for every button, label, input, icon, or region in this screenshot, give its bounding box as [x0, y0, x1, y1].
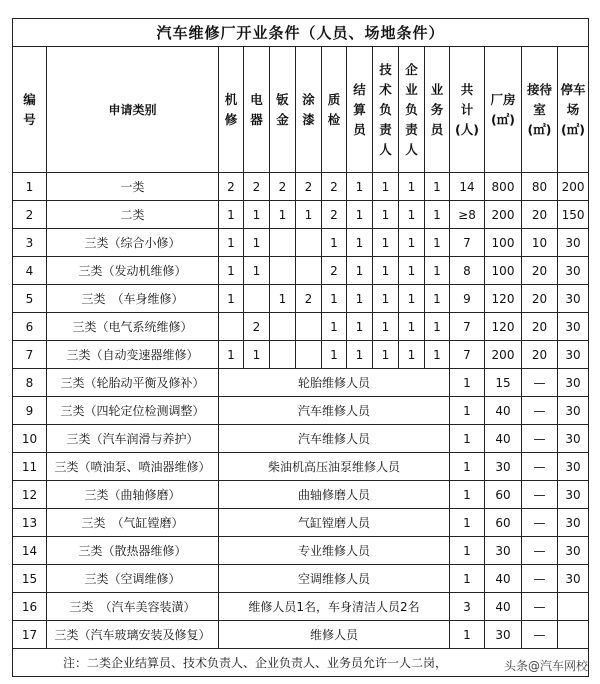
- table-row: [13, 481, 589, 509]
- factory-area-cell: 60: [485, 509, 522, 537]
- row-category: 三类（空调维修）: [47, 565, 219, 593]
- total-cell: 1: [450, 537, 485, 565]
- table-row: [13, 285, 589, 313]
- staff-count-cell: [270, 341, 296, 369]
- total-cell: 7: [450, 229, 485, 257]
- total-cell: 7: [450, 341, 485, 369]
- row-category: 一类: [47, 173, 219, 201]
- reception-area-cell: —: [522, 509, 558, 537]
- staff-count-cell: [270, 313, 296, 341]
- reception-area-cell: —: [522, 621, 558, 649]
- row-number: 9: [13, 397, 47, 425]
- row-number: 4: [13, 257, 47, 285]
- row-category: 三类（自动变速器维修）: [47, 341, 219, 369]
- staff-count-cell: 1: [244, 201, 270, 229]
- factory-area-cell: 200: [485, 341, 522, 369]
- table-row: [13, 425, 589, 453]
- row-number: 12: [13, 481, 47, 509]
- row-number: 10: [13, 425, 47, 453]
- row-category: 三类（综合小修）: [47, 229, 219, 257]
- reception-area-cell: —: [522, 565, 558, 593]
- total-cell: 8: [450, 257, 485, 285]
- merged-staff-cell: 汽车维修人员: [219, 397, 450, 425]
- table-row: [13, 229, 589, 257]
- row-number: 15: [13, 565, 47, 593]
- parking-area-cell: 200: [558, 173, 589, 201]
- header-reception: 接待室(㎡): [522, 47, 558, 173]
- parking-area-cell: 30: [558, 537, 589, 565]
- staff-count-cell: [296, 257, 322, 285]
- reception-area-cell: 10: [522, 229, 558, 257]
- row-category: 三类 （气缸镗磨）: [47, 509, 219, 537]
- staff-count-cell: 1: [322, 229, 347, 257]
- merged-staff-cell: 维修人员: [219, 621, 450, 649]
- staff-count-cell: 1: [347, 229, 373, 257]
- row-number: 14: [13, 537, 47, 565]
- factory-area-cell: 40: [485, 593, 522, 621]
- factory-area-cell: 100: [485, 257, 522, 285]
- total-cell: 1: [450, 509, 485, 537]
- merged-staff-cell: 汽车维修人员: [219, 425, 450, 453]
- reception-area-cell: —: [522, 453, 558, 481]
- staff-count-cell: 1: [425, 257, 450, 285]
- table-row: [13, 341, 589, 369]
- factory-area-cell: 30: [485, 621, 522, 649]
- parking-area-cell: 30: [558, 425, 589, 453]
- merged-staff-cell: 专业维修人员: [219, 537, 450, 565]
- staff-count-cell: 1: [219, 201, 244, 229]
- table-row: [13, 257, 589, 285]
- header-parking: 停车场(㎡): [558, 47, 589, 173]
- reception-area-cell: —: [522, 593, 558, 621]
- parking-area-cell: 30: [558, 397, 589, 425]
- factory-area-cell: 60: [485, 481, 522, 509]
- staff-count-cell: 1: [347, 173, 373, 201]
- factory-area-cell: 40: [485, 397, 522, 425]
- total-cell: 1: [450, 621, 485, 649]
- row-number: 6: [13, 313, 47, 341]
- parking-area-cell: 30: [558, 481, 589, 509]
- staff-count-cell: 1: [373, 313, 399, 341]
- row-number: 8: [13, 369, 47, 397]
- header-jiesuan: 结算员: [347, 47, 373, 173]
- staff-count-cell: 2: [322, 173, 347, 201]
- requirements-table: [12, 18, 589, 677]
- merged-staff-cell: 空调维修人员: [219, 565, 450, 593]
- table-row: [13, 537, 589, 565]
- footnote: 注：二类企业结算员、技术负责人、企业负责人、业务员允许一人二岗，: [13, 649, 589, 677]
- staff-count-cell: 1: [373, 285, 399, 313]
- parking-area-cell: 30: [558, 313, 589, 341]
- total-cell: ≥8: [450, 201, 485, 229]
- factory-area-cell: 200: [485, 201, 522, 229]
- header-qiye: 企业负责人: [399, 47, 425, 173]
- parking-area-cell: 30: [558, 509, 589, 537]
- staff-count-cell: 1: [399, 173, 425, 201]
- factory-area-cell: 40: [485, 565, 522, 593]
- staff-count-cell: 1: [399, 341, 425, 369]
- merged-staff-cell: 轮胎维修人员: [219, 369, 450, 397]
- staff-count-cell: 1: [373, 201, 399, 229]
- staff-count-cell: 2: [322, 257, 347, 285]
- total-cell: 1: [450, 425, 485, 453]
- row-number: 2: [13, 201, 47, 229]
- staff-count-cell: 1: [270, 201, 296, 229]
- reception-area-cell: —: [522, 369, 558, 397]
- row-number: 13: [13, 509, 47, 537]
- row-number: 5: [13, 285, 47, 313]
- reception-area-cell: 80: [522, 173, 558, 201]
- staff-count-cell: 1: [373, 341, 399, 369]
- staff-count-cell: 2: [244, 173, 270, 201]
- total-cell: 14: [450, 173, 485, 201]
- table-row: [13, 173, 589, 201]
- row-category: 三类（喷油泵、喷油器维修）: [47, 453, 219, 481]
- row-category: 三类（电气系统维修）: [47, 313, 219, 341]
- merged-staff-cell: 气缸镗磨人员: [219, 509, 450, 537]
- row-category: 三类 （车身维修）: [47, 285, 219, 313]
- parking-area-cell: [558, 621, 589, 649]
- factory-area-cell: 30: [485, 453, 522, 481]
- staff-count-cell: 2: [219, 173, 244, 201]
- row-category: 三类（轮胎动平衡及修补）: [47, 369, 219, 397]
- staff-count-cell: 1: [244, 229, 270, 257]
- staff-count-cell: 1: [347, 201, 373, 229]
- factory-area-cell: 30: [485, 537, 522, 565]
- header-factory: 厂房(㎡): [485, 47, 522, 173]
- staff-count-cell: 2: [322, 201, 347, 229]
- staff-count-cell: 1: [219, 257, 244, 285]
- total-cell: 9: [450, 285, 485, 313]
- header-total: 共计(人): [450, 47, 485, 173]
- staff-count-cell: 1: [399, 313, 425, 341]
- staff-count-cell: 1: [425, 313, 450, 341]
- row-number: 7: [13, 341, 47, 369]
- staff-count-cell: 2: [296, 173, 322, 201]
- reception-area-cell: —: [522, 537, 558, 565]
- staff-count-cell: 1: [373, 257, 399, 285]
- parking-area-cell: 30: [558, 369, 589, 397]
- header-banjin: 钣金: [270, 47, 296, 173]
- merged-staff-cell: 曲轴修磨人员: [219, 481, 450, 509]
- table-row: [13, 453, 589, 481]
- row-number: 1: [13, 173, 47, 201]
- table-row: [13, 509, 589, 537]
- table-row: [13, 201, 589, 229]
- staff-count-cell: 1: [322, 313, 347, 341]
- factory-area-cell: 120: [485, 313, 522, 341]
- parking-area-cell: 30: [558, 341, 589, 369]
- table-row: [13, 593, 589, 621]
- header-jishu: 技术负责人: [373, 47, 399, 173]
- staff-count-cell: 2: [244, 313, 270, 341]
- table-row: [13, 369, 589, 397]
- reception-area-cell: 20: [522, 341, 558, 369]
- note-row: [13, 649, 589, 677]
- staff-count-cell: 1: [399, 285, 425, 313]
- row-category: 二类: [47, 201, 219, 229]
- table-row: [13, 565, 589, 593]
- staff-count-cell: 1: [219, 285, 244, 313]
- row-category: 三类（散热器维修）: [47, 537, 219, 565]
- total-cell: 1: [450, 369, 485, 397]
- merged-staff-cell: 维修人员1名，车身清洁人员2名: [219, 593, 450, 621]
- staff-count-cell: 2: [296, 285, 322, 313]
- merged-staff-cell: 柴油机高压油泵维修人员: [219, 453, 450, 481]
- staff-count-cell: [219, 313, 244, 341]
- staff-count-cell: [296, 341, 322, 369]
- row-category: 三类（汽车润滑与养护）: [47, 425, 219, 453]
- factory-area-cell: 800: [485, 173, 522, 201]
- staff-count-cell: 1: [425, 229, 450, 257]
- total-cell: 7: [450, 313, 485, 341]
- staff-count-cell: 1: [322, 341, 347, 369]
- factory-area-cell: 40: [485, 425, 522, 453]
- staff-count-cell: 1: [347, 341, 373, 369]
- header-category: 申请类别: [47, 47, 219, 173]
- staff-count-cell: 1: [399, 201, 425, 229]
- row-category: 三类（四轮定位检测调整）: [47, 397, 219, 425]
- reception-area-cell: 20: [522, 257, 558, 285]
- staff-count-cell: [244, 285, 270, 313]
- staff-count-cell: 1: [270, 285, 296, 313]
- staff-count-cell: 1: [425, 173, 450, 201]
- row-number: 16: [13, 593, 47, 621]
- header-row: [13, 47, 589, 173]
- total-cell: 1: [450, 481, 485, 509]
- total-cell: 1: [450, 453, 485, 481]
- staff-count-cell: 1: [244, 257, 270, 285]
- staff-count-cell: 1: [425, 201, 450, 229]
- title-row: [13, 19, 589, 47]
- parking-area-cell: 30: [558, 565, 589, 593]
- staff-count-cell: [296, 229, 322, 257]
- parking-area-cell: [558, 593, 589, 621]
- parking-area-cell: 30: [558, 285, 589, 313]
- staff-count-cell: 1: [244, 341, 270, 369]
- row-category: 三类（发动机维修）: [47, 257, 219, 285]
- row-category: 三类（汽车玻璃安装及修复）: [47, 621, 219, 649]
- staff-count-cell: [270, 257, 296, 285]
- table-row: [13, 397, 589, 425]
- staff-count-cell: [270, 229, 296, 257]
- table-row: [13, 313, 589, 341]
- row-number: 3: [13, 229, 47, 257]
- factory-area-cell: 120: [485, 285, 522, 313]
- row-category: 三类 （汽车美容装潢）: [47, 593, 219, 621]
- parking-area-cell: 150: [558, 201, 589, 229]
- staff-count-cell: 1: [219, 229, 244, 257]
- table-title: 汽车维修厂开业条件（人员、场地条件）: [13, 19, 589, 47]
- reception-area-cell: 20: [522, 313, 558, 341]
- table-body: [13, 173, 589, 649]
- reception-area-cell: —: [522, 425, 558, 453]
- staff-count-cell: 1: [373, 229, 399, 257]
- staff-count-cell: 1: [347, 285, 373, 313]
- staff-count-cell: 2: [270, 173, 296, 201]
- header-num: 编号: [13, 47, 47, 173]
- watermark: 头条@汽车网校: [503, 659, 588, 673]
- staff-count-cell: 1: [425, 341, 450, 369]
- table-container: [12, 18, 588, 677]
- row-number: 17: [13, 621, 47, 649]
- staff-count-cell: 1: [425, 285, 450, 313]
- staff-count-cell: 1: [219, 341, 244, 369]
- staff-count-cell: 1: [347, 313, 373, 341]
- staff-count-cell: 1: [399, 229, 425, 257]
- table-row: [13, 621, 589, 649]
- staff-count-cell: 1: [296, 201, 322, 229]
- staff-count-cell: 1: [347, 257, 373, 285]
- header-jixiu: 机修: [219, 47, 244, 173]
- header-dianqi: 电器: [244, 47, 270, 173]
- factory-area-cell: 100: [485, 229, 522, 257]
- factory-area-cell: 15: [485, 369, 522, 397]
- total-cell: 1: [450, 565, 485, 593]
- total-cell: 1: [450, 397, 485, 425]
- reception-area-cell: 20: [522, 201, 558, 229]
- header-tuqi: 涂漆: [296, 47, 322, 173]
- header-zhijian: 质检: [322, 47, 347, 173]
- reception-area-cell: —: [522, 481, 558, 509]
- row-number: 11: [13, 453, 47, 481]
- staff-count-cell: 1: [322, 285, 347, 313]
- staff-count-cell: 1: [399, 257, 425, 285]
- parking-area-cell: 30: [558, 453, 589, 481]
- parking-area-cell: 30: [558, 257, 589, 285]
- total-cell: 3: [450, 593, 485, 621]
- reception-area-cell: —: [522, 397, 558, 425]
- parking-area-cell: 30: [558, 229, 589, 257]
- reception-area-cell: 20: [522, 285, 558, 313]
- row-category: 三类（曲轴修磨）: [47, 481, 219, 509]
- staff-count-cell: [296, 313, 322, 341]
- staff-count-cell: 1: [373, 173, 399, 201]
- header-yewu: 业务员: [425, 47, 450, 173]
